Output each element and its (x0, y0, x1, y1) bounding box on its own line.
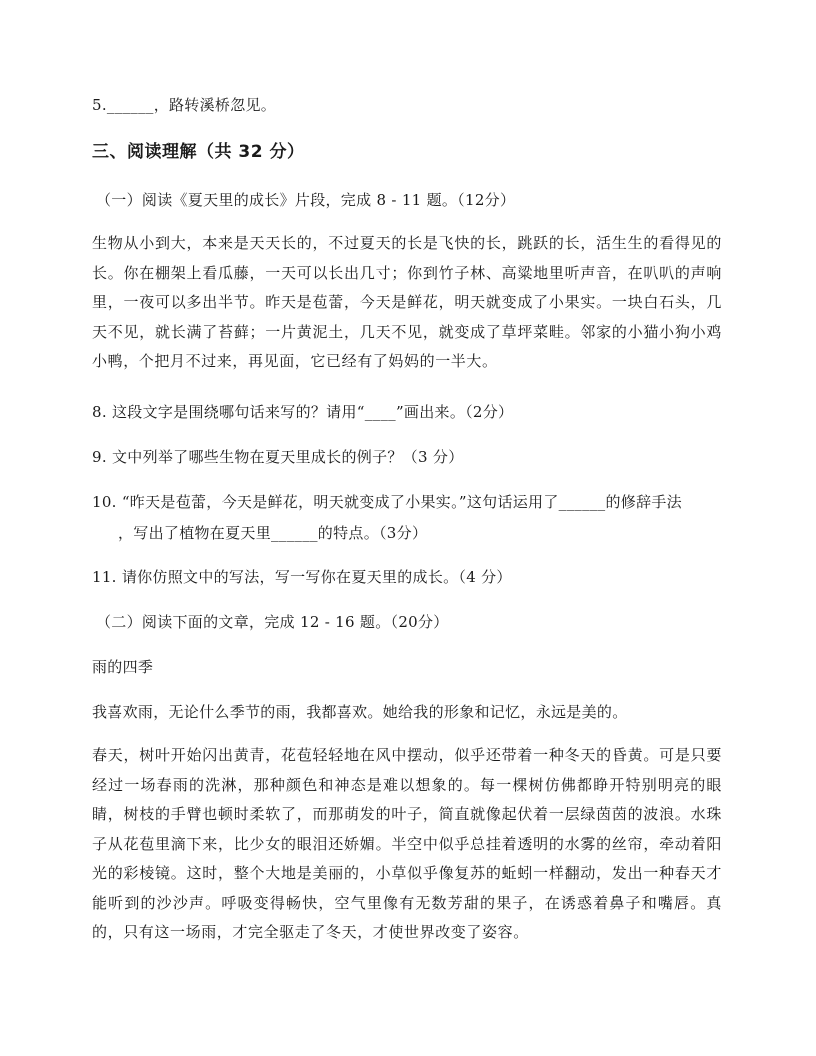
article-paragraph-1: 我喜欢雨，无论什么季节的雨，我都喜欢。她给我的形象和记忆，永远是美的。 (92, 703, 628, 721)
question-8: 8. 这段文字是围绕哪句话来写的？请用“____”画出来。（2分） (92, 403, 514, 421)
article-title: 雨的四季 (92, 658, 154, 676)
question-11: 11. 请你仿照文中的写法，写一写你在夏天里的成长。（4 分） (92, 568, 512, 586)
question-5: 5.______，路转溪桥忽见。 (92, 96, 277, 114)
question-10-line-1: 10. “昨天是苞蕾，今天是鲜花，明天就变成了小果实。”这句话运用了______的修辞手法 (92, 493, 682, 511)
part-1-intro: （一）阅读《夏天里的成长》片段，完成 8 - 11 题。（12分） (96, 191, 516, 209)
question-9: 9. 文中列举了哪些生物在夏天里成长的例子？（3 分） (92, 448, 464, 466)
question-10-line-2: ，写出了植物在夏天里______的特点。（3分） (118, 524, 428, 542)
section-3-title: 三、阅读理解（共 32 分） (92, 142, 305, 162)
article-paragraph-2: 春天，树叶开始闪出黄青，花苞轻轻地在风中摆动，似乎还带着一种冬天的昏黄。可是只要经过一场春雨的洗淋，那种颜色和神态是难以想象的。每一棵树仿佛都睁开特别明亮的眼睛，树枝的手臂也顿时柔软了，而那萌发的叶子，简直就像起伏着一层绿茵茵的波浪。水珠子从花苞里滴下来，比少女的眼泪还娇媚。半空中似乎总挂着透明的水雾的丝帘，牵动着阳光的彩棱镜。这时，整个大地是美丽的，小草似乎像复苏的蚯蚓一样翻动，发出一种春天才能听到的沙沙声。呼吸变得畅快，空气里像有无数芳甜的果子，在诱惑着鼻子和嘴唇。真的，只有这一场雨，才完全驱走了冬天，才使世界改变了姿容。 (92, 746, 722, 941)
passage-1: 生物从小到大，本来是天天长的，不过夏天的长是飞快的长，跳跃的长，活生生的看得见的长。你在棚架上看瓜藤，一天可以长出几寸；你到竹子林、高粱地里听声音，在叭叭的声响里，一夜可以多出半节。昨天是苞蕾，今天是鲜花，明天就变成了小果实。一块白石头，几天不见，就长满了苔藓；一片黄泥土，几天不见，就变成了草坪菜畦。邻家的小猫小狗小鸡小鸭，个把月不过来，再见面，它已经有了妈妈的一半大。 (92, 234, 722, 370)
part-2-intro: （二）阅读下面的文章，完成 12 - 16 题。（20分） (96, 613, 449, 631)
